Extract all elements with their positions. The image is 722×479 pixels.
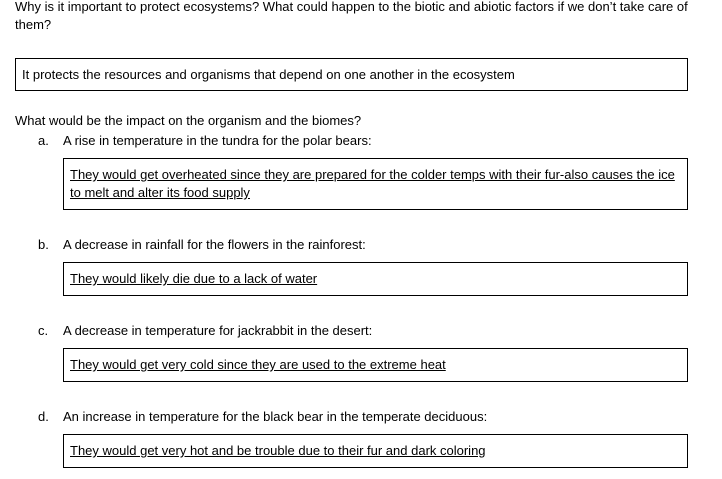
item-a-prompt-text: A rise in temperature in the tundra for the polar bears: (63, 133, 372, 148)
item-b-letter: b. (38, 237, 49, 252)
item-c-prompt (38, 322, 372, 340)
question-2-text: What would be the impact on the organism and the biomes? (15, 113, 362, 128)
item-d-answer-text: They would get very hot and be trouble due to their fur and dark coloring (70, 443, 486, 458)
item-c-prompt-text: A decrease in temperature for jackrabbit in the desert: (63, 323, 373, 338)
answer-1-box[interactable] (15, 58, 688, 91)
item-a-letter: a. (38, 133, 49, 148)
question-1-text: Why is it important to protect ecosystems? What could happen to the biotic and abiotic factors if we don’t take care of them? (15, 0, 688, 32)
item-b-prompt-text: A decrease in rainfall for the flowers in the rainforest: (63, 237, 366, 252)
item-a-answer-text: They would get overheated since they are prepared for the colder temps with their fur-also causes the ice to melt and alter its food supply (70, 167, 675, 200)
answer-1-text: It protects the resources and organisms that depend on one another in the ecosystem (22, 67, 515, 82)
item-b-prompt (38, 236, 366, 254)
item-d-prompt-text: An increase in temperature for the black bear in the temperate deciduous: (63, 409, 488, 424)
item-c-answer-box[interactable] (63, 348, 688, 382)
item-a-answer-box[interactable] (63, 158, 688, 210)
item-b-answer-text: They would likely die due to a lack of water (70, 271, 318, 286)
item-a-prompt (38, 132, 372, 150)
item-c-answer-text: They would get very cold since they are used to the extreme heat (70, 357, 446, 372)
item-b-answer-box[interactable] (63, 262, 688, 296)
item-c-letter: c. (38, 323, 49, 338)
item-d-prompt (38, 408, 487, 426)
item-d-answer-box[interactable] (63, 434, 688, 468)
item-d-letter: d. (38, 409, 49, 424)
